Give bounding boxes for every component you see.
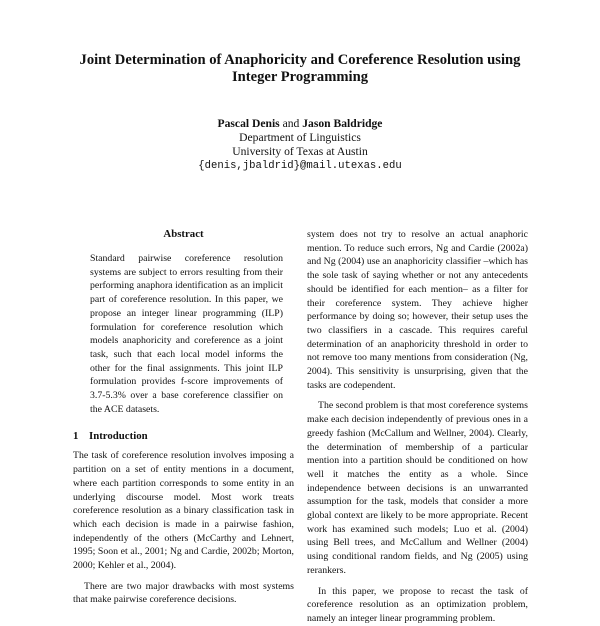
section-number: 1	[73, 430, 79, 443]
affiliation-department: Department of Linguistics	[239, 131, 361, 144]
title-line: Integer Programming	[231, 69, 369, 85]
paper-title	[60, 52, 540, 86]
section-title: Introduction	[89, 430, 148, 443]
author-names	[100, 117, 500, 131]
author-name: Pascal Denis	[217, 117, 280, 130]
body-paragraph: system does not try to resolve an actual anaphoric mention. To reduce such errors, Ng and Cardie (2002a) and Ng (2004) use an anaphoricity classifier –which has the sole task of saying whether or not any antecedents should be identified for each mention– as a filter for their coreference system. They achieve higher performance by doing so; however, their setup uses the two classifiers in a cascade. This requires careful determination of an anaphoricity threshold in order to not remove too many mentions from consideration (Ng, 2004). This sensitivity is unsurprising, given that the tasks are codependent.	[307, 229, 528, 391]
section-heading	[73, 430, 294, 442]
intro-paragraph: There are two major drawbacks with most systems that make pairwise coreference decisions.	[73, 580, 294, 606]
body-paragraph: The second problem is that most coreference systems make each decision independently of previous ones in a greedy fashion (McCallum and Wellner, 2004). Clearly, the determination of membership of a particular mention into a partition should be conditioned on how well it matches the entity as a whole. Since independence between decisions is an unwarranted assumption for the task, models that consider a more global context are likely to be more appropriate. Recent work has examined such models; Luo et al. (2004) using Bell trees, and McCallum and Wellner (2004) using conditional random fields, and Ng (2005) using rerankers.	[307, 400, 528, 576]
abstract-body: Standard pairwise coreference resolution systems are subject to errors resulting from their performing anaphora identification as an implicit part of coreference resolution. In this paper, we propose an integer linear programming (ILP) formulation for coreference resolution which models anaphoricity and coreference as a joint task, such that each local model informs the other for the final assignments. This joint ILP formulation provides f-score improvements of 3.7-5.3% over a base coreference classifier on the ACE datasets.	[90, 253, 283, 415]
intro-paragraph: The task of coreference resolution involves imposing a partition on a set of entity mentions in a document, where each partition corresponds to some entity in an underlying discourse model. Most work treats coreference resolution as a binary classification task in which each decision is made in a pairwise fashion, independently of the others (McCarthy and Lehnert, 1995; Soon et al., 2001; Ng and Cardie, 2002b; Morton, 2000; Kehler et al., 2004).	[73, 450, 294, 572]
and-word: and	[282, 117, 300, 130]
author-name: Jason Baldridge	[302, 117, 383, 130]
author-block	[100, 117, 500, 173]
body-paragraph: In this paper, we propose to recast the task of coreference resolution as an optimization problem, namely an integer linear programming problem.	[307, 585, 528, 624]
abstract-heading: Abstract	[163, 228, 204, 240]
author-email: {denis,jbaldrid}@mail.utexas.edu	[198, 160, 402, 172]
right-column	[307, 228, 528, 624]
left-column	[73, 228, 294, 608]
title-line: Joint Determination of Anaphoricity and Coreference Resolution using	[79, 52, 521, 68]
affiliation-university: University of Texas at Austin	[232, 145, 368, 158]
